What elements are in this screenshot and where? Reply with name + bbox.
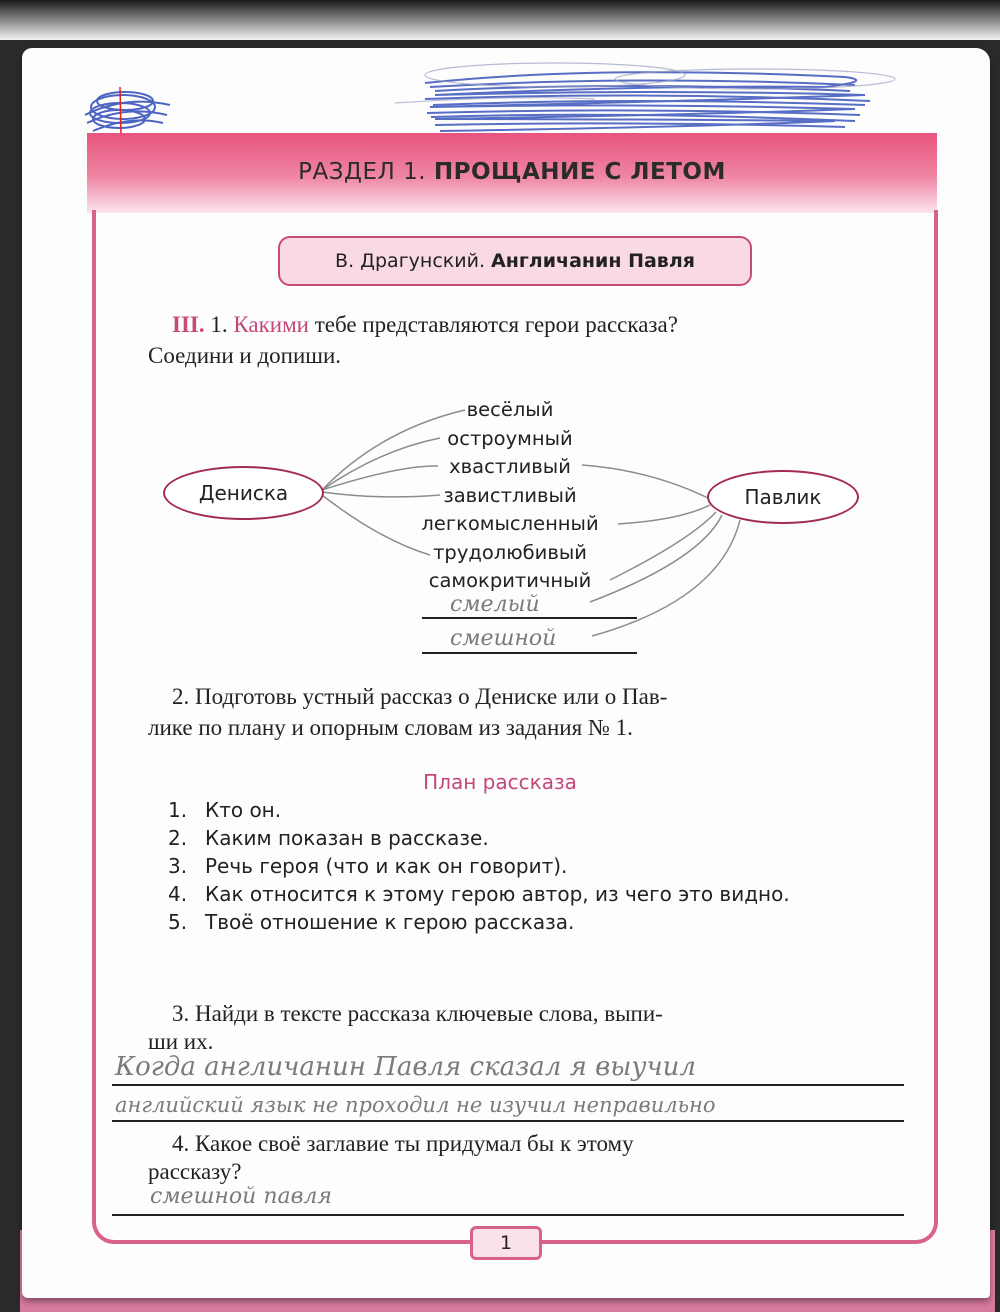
trait-blank-line[interactable]	[422, 617, 637, 619]
hero-name-pavlik: Павлик	[744, 485, 822, 509]
hero-oval-deniska[interactable]	[163, 466, 324, 520]
task1-question: тебе представляются герои рассказа?	[308, 312, 678, 337]
hero-oval-pavlik[interactable]	[707, 470, 859, 524]
plan-item-number: 4.	[168, 882, 188, 906]
task4-prompt-line2: рассказу?	[148, 1159, 242, 1184]
task4-answer[interactable]: смешной павля	[150, 1184, 332, 1209]
part-number: III.	[172, 312, 205, 337]
plan-item-text: Как относится к этому герою автор, из чего это видно.	[205, 882, 790, 906]
trait-blank-line[interactable]	[422, 652, 637, 654]
task2-prompt-line1: 2. Подготовь устный рассказ о Дениске или о Пав-	[172, 684, 668, 709]
answer-line[interactable]	[112, 1214, 904, 1216]
task3-prompt-line1: 3. Найди в тексте рассказа ключевые слова, выпи-	[172, 1001, 663, 1026]
trait-word: самокритичный	[428, 569, 592, 592]
handwritten-trait[interactable]: смешной	[450, 626, 557, 651]
plan-list	[168, 796, 868, 936]
handwritten-trait[interactable]: смелый	[450, 592, 540, 617]
hero-name-deniska: Дениска	[198, 481, 289, 505]
link-deniska-veselyi	[322, 410, 465, 490]
plan-item	[168, 880, 868, 908]
plan-item-text: Каким показан в рассказе.	[205, 826, 489, 850]
task3-answer-line1[interactable]: Когда англичанин Павля сказал я выучил	[115, 1052, 696, 1082]
plan-title: План рассказа	[423, 770, 577, 794]
trait-word: хвастливый	[449, 455, 571, 478]
trait-word: весёлый	[466, 398, 554, 421]
plan-item-number: 1.	[168, 798, 188, 822]
plan-item-number: 3.	[168, 854, 188, 878]
section-label: РАЗДЕЛ 1.	[298, 159, 427, 185]
task3-answer-line2[interactable]: английский язык не проходил не изучил неправильно	[115, 1093, 716, 1117]
task1-number: 1.	[210, 312, 228, 337]
task3-prompt-line2: ши их.	[148, 1029, 214, 1054]
trait-word: остроумный	[447, 427, 573, 450]
plan-item-text: Твоё отношение к герою рассказа.	[205, 910, 575, 934]
task1-instruction-text: Соедини и допиши.	[148, 343, 342, 368]
plan-item	[168, 852, 868, 880]
trait-word: легкомысленный	[421, 512, 599, 535]
story-title: Англичанин Павля	[491, 250, 695, 272]
task1-highlight: Какими	[233, 312, 309, 337]
task4-prompt-line1: 4. Какое своё заглавие ты придумал бы к этому	[172, 1131, 634, 1156]
answer-line[interactable]	[112, 1084, 904, 1086]
page-number: 1	[470, 1226, 542, 1260]
plan-item-text: Кто он.	[205, 798, 282, 822]
plan-item	[168, 908, 868, 936]
plan-item-number: 2.	[168, 826, 188, 850]
plan-item-number: 5.	[168, 910, 188, 934]
trait-word: завистливый	[443, 484, 577, 507]
section-name: ПРОЩАНИЕ С ЛЕТОМ	[433, 159, 726, 185]
plan-item	[168, 796, 868, 824]
plan-item	[168, 824, 868, 852]
plan-item-text: Речь героя (что и как он говорит).	[205, 854, 568, 878]
answer-line[interactable]	[112, 1120, 904, 1122]
trait-word: трудолюбивый	[433, 541, 587, 564]
task2-prompt-line2: лике по плану и опорным словам из задания № 1.	[148, 715, 633, 740]
story-author: В. Драгунский.	[335, 250, 485, 272]
